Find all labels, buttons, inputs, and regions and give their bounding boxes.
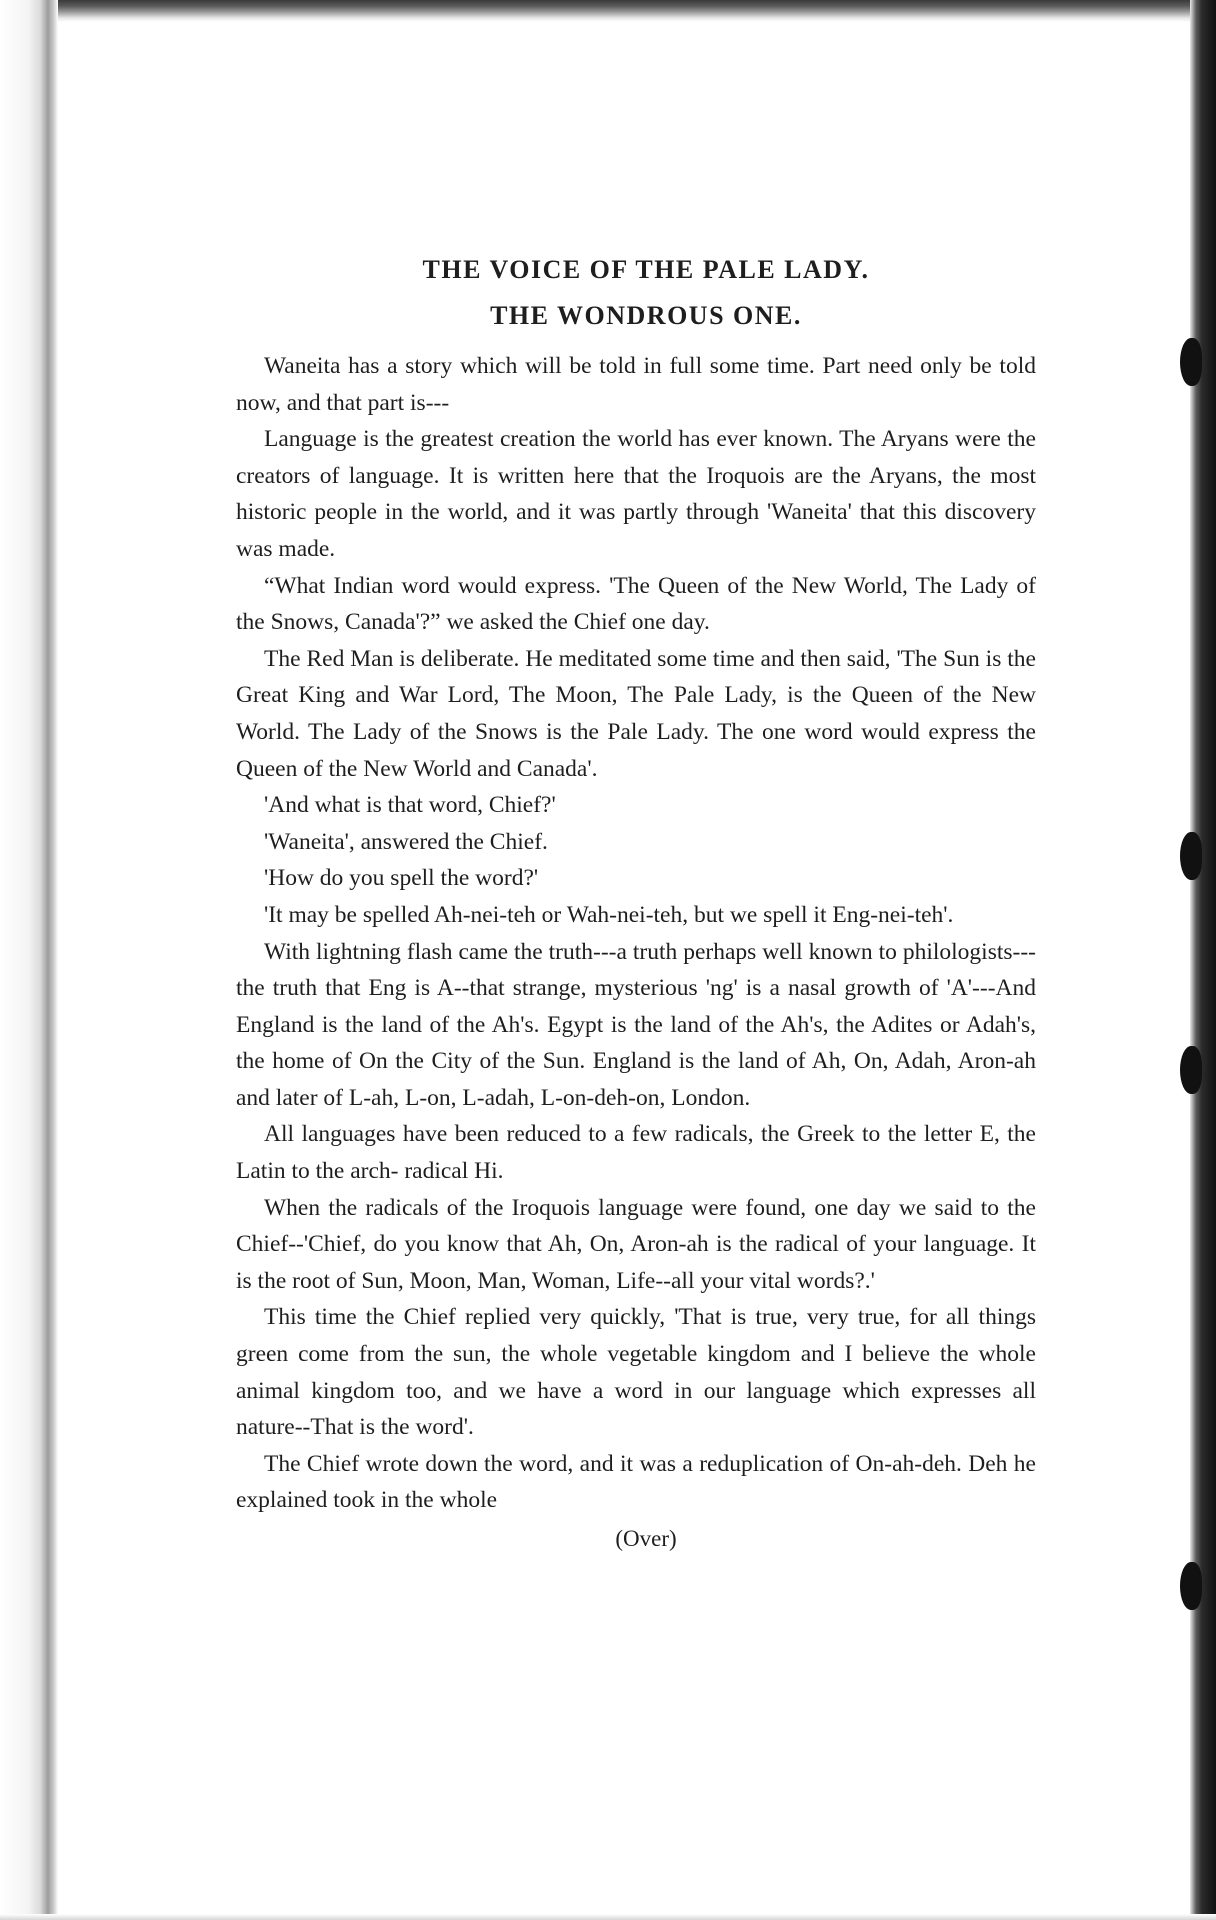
paragraph: “What Indian word would express. 'The Queen of the New World, The Lady of the Snows, Canada'?” we asked the Chief one day. [236,572,1036,636]
paragraph: All languages have been reduced to a few radicals, the Greek to the letter E, the Latin to the arch- radical Hi. [236,1121,1036,1185]
page-top-edge [0,0,1216,22]
paragraph: Waneita has a story which will be told in full some time. Part need only be told now, and that part is--- [236,353,1036,416]
punch-hole [1180,1562,1202,1610]
document-title: THE VOICE OF THE PALE LADY. [422,255,870,284]
dialogue-line: 'How do you spell the word?' [264,865,539,892]
document-body [236,252,1036,1557]
punch-hole [1180,338,1202,386]
paragraph: With lightning flash came the truth---a truth perhaps well known to philologists---the truth that Eng is A--that strange, mysterious 'ng' is a nasal growth of 'A'---And England is the land of the Ah's. Egypt is the land of the Ah's, the Adites or Adah's, the home of On the City of the Sun. England is the land of Ah, On, Adah, Aron-ah and later of L-ah, L-on, L-adah, L-on-deh-on, London. [236,938,1036,1111]
document-subtitle: THE WONDROUS ONE. [490,301,802,330]
paragraph: This time the Chief replied very quickly, 'That is true, very true, for all things green come from the sun, the whole vegetable kingdom and I believe the whole animal kingdom too, and we have a word in our language which expresses all nature--That is the word'. [236,1304,1036,1441]
dialogue-line: 'And what is that word, Chief?' [264,792,556,819]
punch-hole [1180,832,1202,880]
punch-hole [1180,1046,1202,1094]
page-right-edge [1190,0,1216,1920]
paragraph: When the radicals of the Iroquois language were found, one day we said to the Chief--'Chief, do you know that Ah, On, Aron-ah is the radical of your language. It is the root of Sun, Moon, Man, Woman, Life--all your vital words?.' [236,1194,1036,1294]
paragraph: 'It may be spelled Ah-nei-teh or Wah-nei-teh, but we spell it Eng-nei-teh'. [264,901,954,928]
paragraph: Language is the greatest creation the world has ever known. The Aryans were the creators of language. It is written here that the Iroquois are the Aryans, the most historic people in the world, and it was partly through 'Waneita' that this discovery was made. [236,426,1036,562]
page-bottom-edge [0,1914,1216,1920]
paragraph: The Red Man is deliberate. He meditated some time and then said, 'The Sun is the Great King and War Lord, The Moon, The Pale Lady, is the Queen of the New World. The Lady of the Snows is the Pale Lady. The one word would express the Queen of the New World and Canada'. [236,645,1036,782]
paragraph: The Chief wrote down the word, and it was a reduplication of On-ah-deh. Deh he explained took in the whole [236,1450,1036,1514]
page-left-edge [0,0,58,1920]
page-footer: (Over) [615,1526,677,1551]
dialogue-line: 'Waneita', answered the Chief. [264,828,548,855]
